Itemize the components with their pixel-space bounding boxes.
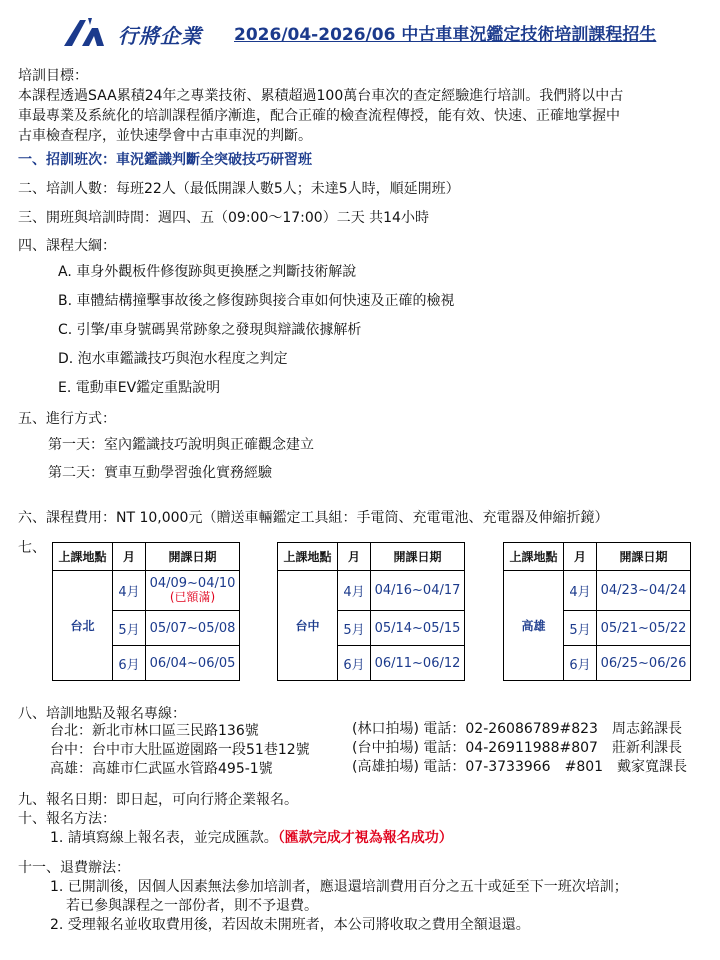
goal-section (18, 66, 708, 146)
page-title: 2026/04-2026/06 中古車車況鑑定技術培訓課程招生 (234, 25, 657, 45)
col-header-location: 上課地點 (504, 543, 564, 571)
outline-item: C. 引擎/車身號碼異常跡象之發現與辯識依據解析 (58, 322, 362, 338)
section-venue: 八、培訓地點及報名專線： (18, 706, 186, 722)
logo-text: 行將企業 (118, 24, 202, 48)
address-list (50, 722, 310, 779)
method-day2: 第二天：實車互動學習強化實務經驗 (48, 465, 272, 481)
schedule-table-taichung (277, 542, 465, 681)
date-cell: 06/25~06/26 (597, 646, 691, 681)
refund-rule-1-cont: 若已參與課程之一部份者，則不予退費。 (66, 898, 318, 914)
location-cell: 台北 (53, 571, 113, 681)
month-cell: 4月 (113, 571, 146, 611)
section-schedule-label: 七、 (18, 540, 46, 556)
month-cell: 6月 (338, 646, 371, 681)
company-logo (62, 14, 222, 50)
col-header-date: 開課日期 (597, 543, 691, 571)
section-method: 五、進行方式： (18, 411, 116, 427)
address-item: 高雄：高雄市仁武區水管路495-1號 (50, 761, 273, 777)
month-cell: 5月 (564, 611, 597, 646)
schedule-table-kaohsiung (503, 542, 691, 681)
section-reg-date: 九、報名日期：即日起，可向行將企業報名。 (18, 792, 298, 808)
month-cell: 5月 (113, 611, 146, 646)
refund-rule-1: 1. 已開訓後，因個人因素無法參加培訓者，應退還培訓費用百分之五十或延至下一班次培訓； (50, 879, 628, 895)
outline-item: E. 電動車EV鑑定重點說明 (58, 380, 221, 396)
section-outline: 四、課程大綱： (18, 238, 116, 254)
goal-label: 培訓目標： (18, 68, 88, 84)
header (62, 14, 702, 50)
contact-item: (台中拍場) 電話：04-26911988#807 莊新利課長 (352, 740, 682, 756)
outline-list (18, 262, 708, 407)
col-header-date: 開課日期 (146, 543, 240, 571)
date-cell: 05/21~05/22 (597, 611, 691, 646)
section-fee: 六、課程費用：NT 10,000元（贈送車輛鑑定工具組：手電筒、充電電池、充電器及伸縮折鏡） (18, 510, 609, 526)
outline-item: A. 車身外觀板件修復跡與更換歷之判斷技術解說 (58, 264, 357, 280)
date-cell: 05/14~05/15 (371, 611, 465, 646)
location-cell: 高雄 (504, 571, 564, 681)
col-header-month: 月 (564, 543, 597, 571)
logo-mark-icon (62, 16, 114, 48)
goal-line: 車最專業及系統化的培訓課程循序漸進，配合正確的檢查流程傳授，能有效、快速、正確地掌握中 (18, 108, 620, 124)
date-cell (146, 571, 240, 611)
month-cell: 4月 (564, 571, 597, 611)
col-header-location: 上課地點 (278, 543, 338, 571)
contact-list (352, 720, 687, 777)
month-cell: 5月 (338, 611, 371, 646)
outline-item: B. 車體結構撞擊事故後之修復跡與接合車如何快速及正確的檢視 (58, 293, 455, 309)
section-headcount: 二、培訓人數：每班22人（最低開課人數5人；未達5人時，順延開班） (18, 181, 460, 197)
schedule-table-taipei (52, 542, 240, 681)
section-refund: 十一、退費辦法： (18, 860, 130, 876)
date-cell: 04/16~04/17 (371, 571, 465, 611)
outline-item: D. 泡水車鑑識技巧與泡水程度之判定 (58, 351, 288, 367)
col-header-month: 月 (338, 543, 371, 571)
address-item: 台中：台中市大肚區遊園路一段51巷12號 (50, 742, 310, 758)
location-cell: 台中 (278, 571, 338, 681)
refund-rule-2: 2. 受理報名並收取費用後，若因故未開班者，本公司將收取之費用全額退還。 (50, 917, 530, 933)
goal-line: 古車檢查程序，並快速學會中古車車況的判斷。 (18, 128, 312, 144)
reg-step-1 (18, 828, 708, 848)
contact-item: (林口拍場) 電話：02-26086789#823 周志銘課長 (352, 721, 682, 737)
full-badge: (已額滿) (169, 590, 216, 604)
date-cell: 05/07~05/08 (146, 611, 240, 646)
section-reg-method: 十、報名方法： (18, 811, 116, 827)
reg-step-1-note: （匯款完成才視為報名成功） (277, 830, 453, 846)
date-cell: 06/04~06/05 (146, 646, 240, 681)
address-item: 台北：新北市林口區三民路136號 (50, 723, 259, 739)
section-class: 一、招訓班次：車況鑑識判斷全突破技巧研習班 (18, 152, 312, 168)
date-value: 04/09~04/10 (149, 576, 236, 591)
goal-line: 本課程透過SAA累積24年之專業技術、累積超過100萬台車次的查定經驗進行培訓。我們將以中古 (18, 88, 624, 104)
section-time: 三、開班與培訓時間：週四、五（09:00～17:00）二天 共14小時 (18, 210, 429, 226)
col-header-date: 開課日期 (371, 543, 465, 571)
method-day1: 第一天：室內鑑識技巧說明與正確觀念建立 (48, 437, 314, 453)
month-cell: 6月 (564, 646, 597, 681)
contact-item: (高雄拍場) 電話：07-3733966 #801 戴家寬課長 (352, 759, 688, 775)
month-cell: 6月 (113, 646, 146, 681)
col-header-month: 月 (113, 543, 146, 571)
col-header-location: 上課地點 (53, 543, 113, 571)
date-cell: 04/23~04/24 (597, 571, 691, 611)
date-cell: 06/11~06/12 (371, 646, 465, 681)
reg-step-1-text: 1. 請填寫線上報名表，並完成匯款。 (50, 830, 278, 846)
month-cell: 4月 (338, 571, 371, 611)
